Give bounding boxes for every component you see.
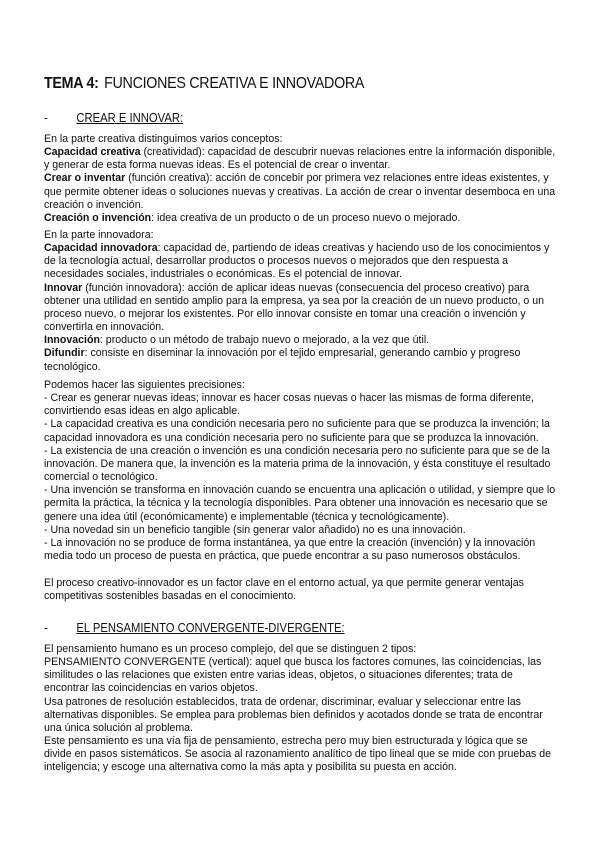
term: Innovación [44,334,100,347]
definition: (función innovadora): acción de aplicar ideas nuevas (consecuencia del proceso creativo) para obtener una utilidad en sentido amplio para la empresa, ya sea por la creación de un nuevo producto, o un proceso nuevo, o mejorar los existentes. Por ello innovar consiste en tomar una creación o invención y convertirla en innovación. [44,281,545,334]
term: Creación o invención [44,211,152,224]
paragraph-conclusion [44,577,556,603]
definition: : idea creativa de un producto o de un proceso nuevo o mejorado. [151,211,461,224]
paragraph-precisions [44,379,556,563]
section-heading-pensamiento [44,621,345,635]
definition-item [44,146,556,172]
definition-item [44,334,556,347]
section-dash: - [44,621,48,635]
list-item: - Crear es generar nuevas ideas; innovar es hacer cosas nuevas o hacer las mismas de forma diferente, convirtiendo esas ideas en algo aplicable. [44,392,534,418]
list-item: - La existencia de una creación o invención es una condición necesaria pero no suficiente para que se de la innovación. De manera que, la invención es la materia prima de la innovación, y ésta constituye el resultado comercial o tecnológico. [44,444,551,484]
term: Capacidad innovadora [44,242,158,255]
definition: (creatividad): capacidad de descubrir nuevas relaciones entre la información disponible, y generar de esta forma nuevas ideas. Es el potencial de crear o inventar. [44,146,556,172]
list-item: - La capacidad creativa es una condición necesaria pero no suficiente para que se produzca la invención; la capacidad innovadora es una condición necesaria pero no suficiente para que se produzca la innovación. [44,418,550,444]
definition: : capacidad de, partiendo de ideas creativas y haciendo uso de los conocimientos y de la tecnología actual, desarrollar productos o procesos nuevos o mejorados que den respuesta a necesidades sociales, industriales o económicas. Es el potencial de innovar. [44,242,550,281]
paragraph-text: Usa patrones de resolución establecidos, trata de ordenar, discriminar, evaluar y seleccionar entre las alternativas disponibles. Se emplea para problemas bien definidos y acotados donde se trata de encontrar una única solución al problema. [44,695,543,734]
paragraph-intro: En la parte creativa distinguimos varios conceptos: [44,133,283,145]
paragraph-text: Este pensamiento es una vía fija de pensamiento, estrecha pero muy bien estructurada y lógica que se divide en pasos sistemáticos. Se asocia al razonamiento analítico de tipo lineal que se mide con pruebas de inteligencia; y escoge una alternativa como la más apta y posibilita su puesta en acción. [44,735,552,774]
list-item: - La innovación no se produce de forma instantánea, ya que entre la creación (invención) y la innovación media todo un proceso de puesta en práctica, que puede encontrar a su paso numerosos obstáculos. [44,536,536,563]
definition: : producto o un método de trabajo nuevo o mejorado, a la vez que útil. [99,334,430,347]
term: Capacidad creativa [44,146,141,159]
list-item: - Una novedad sin un beneficio tangible (sin generar valor añadido) no es una innovación. [44,523,466,536]
term: Crear o inventar [44,172,126,185]
paragraph-intro: En la parte innovadora: [44,229,154,241]
paragraph-intro: Podemos hacer las siguientes precisiones: [44,379,245,391]
paragraph-creative [44,133,556,225]
paragraph-text: El proceso creativo-innovador es un factor clave en el entorno actual, ya que permite generar ventajas competitivas sostenibles basadas en el conocimiento. [44,577,524,603]
definition: : consiste en diseminar la innovación por el tejido empresarial, generando cambio y progreso tecnológico. [44,347,521,373]
definition-item [44,212,556,225]
title-text: FUNCIONES CREATIVA E INNOVADORA [104,75,365,92]
definition-item [44,172,556,211]
section-heading-crear-innovar [44,111,183,125]
term: Difundir [44,347,85,360]
paragraph-text: El pensamiento humano es un proceso complejo, del que se distinguen 2 tipos: [44,643,417,655]
section-heading-text: CREAR E INNOVAR: [76,111,184,125]
definition-item [44,242,556,281]
definition-item [44,347,556,373]
section-heading-text: EL PENSAMIENTO CONVERGENTE-DIVERGENTE: [76,621,345,635]
paragraph-text: PENSAMIENTO CONVERGENTE (vertical): aquel que busca los factores comunes, las coincidencias, las similitudes o las relaciones que existen entre varias ideas, objetos, o situaciones diferentes; trata de encontrar las coincidencias en varios objetos. [44,656,542,695]
list-item: - Una invención se transforma en innovación cuando se encuentra una aplicación o utilidad, y siempre que lo permita la práctica, la técnica y la tecnología disponibles. Para obtener una innovación es necesario que se genere una idea útil (económicamente) e implementable (técnica y tecnológicamente). [44,484,556,523]
definition: (función creativa): acción de concebir por primera vez relaciones entre ideas existentes, y que permite obtener ideas o soluciones nuevas y creativas. La acción de crear o inventar desemboca en una creación o invención. [44,172,556,211]
term: Innovar [44,281,83,294]
section-dash: - [44,111,48,125]
definition-item [44,282,556,335]
paragraph-pensamiento [44,643,556,775]
page-title [44,75,364,93]
title-number: TEMA 4: [44,75,99,92]
paragraph-innovative [44,229,556,374]
